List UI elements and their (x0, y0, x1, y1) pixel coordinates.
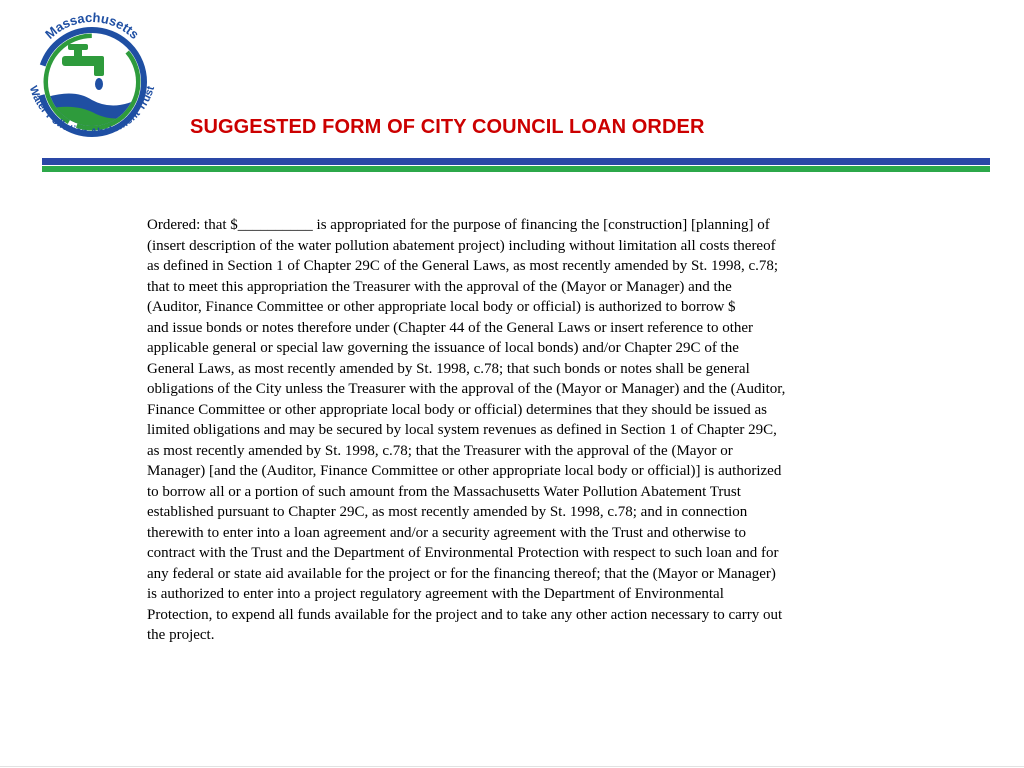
paragraph-line: that to meet this appropriation the Treasurer with the approval of the (Mayor or Manager) and the (147, 278, 732, 295)
paragraph-line: as defined in Section 1 of Chapter 29C of the General Laws, as most recently amended by St. 1998, c.78; (147, 258, 779, 274)
paragraph-line: as most recently amended by St. 1998, c.78; that the Treasurer with the approval of the (Mayor or (147, 442, 733, 459)
paragraph-line: Finance Committee or other appropriate local body or official) determines that they should be issued as (147, 401, 767, 418)
paragraph-line: limited obligations and may be secured by local system revenues as defined in Section 1 of Chapter 29C, (147, 422, 777, 438)
loan-order-paragraph (147, 215, 877, 646)
paragraph-line: General Laws, as most recently amended by St. 1998, c.78; that such bonds or notes shall be general (147, 360, 750, 377)
svg-text:Massachusetts (42, 10, 142, 42)
paragraph-line: established pursuant to Chapter 29C, as most recently amended by St. 1998, c.78; and in connection (147, 504, 748, 520)
paragraph-line: and issue bonds or notes therefore under (Chapter 44 of the General Laws or insert reference to other (147, 319, 754, 336)
logo-top-text: Massachusetts (42, 9, 143, 42)
paragraph-line: obligations of the City unless the Treasurer with the approval of the (Mayor or Manager) and the (Auditor, (147, 381, 786, 397)
paragraph-line: therewith to enter into a loan agreement and/or a security agreement with the Trust and otherwise to (147, 524, 746, 541)
paragraph-line: applicable general or special law governing the issuance of local bonds) and/or Chapter 29C of the (147, 340, 739, 356)
divider-blue (42, 158, 990, 165)
paragraph-line: any federal or state aid available for the project or for the financing thereof; that the (Mayor or Manager) (147, 565, 776, 582)
trust-logo (14, 2, 170, 158)
paragraph-line: Manager) [and the (Auditor, Finance Committee or other appropriate local body or official)] is authorized (147, 463, 782, 479)
paragraph-line: Ordered: that $__________ is appropriated for the purpose of financing the [construction] [planning] of (147, 217, 770, 233)
page-title: SUGGESTED FORM OF CITY COUNCIL LOAN ORDER (190, 116, 705, 138)
divider-green (42, 166, 990, 172)
paragraph-line: Protection, to expend all funds available for the project and to take any other action necessary to carry out (147, 606, 783, 623)
paragraph-line: to borrow all or a portion of such amount from the Massachusetts Water Pollution Abatement Trust (147, 483, 741, 500)
paragraph-line: (insert description of the water pollution abatement project) including without limitation all costs thereof (147, 237, 776, 254)
paragraph-line: (Auditor, Finance Committee or other appropriate local body or official) is authorized to borrow $ (147, 299, 736, 315)
paragraph-line: contract with the Trust and the Department of Environmental Protection with respect to such loan and for (147, 545, 779, 561)
paragraph-line: the project. (147, 627, 215, 643)
logo-bottom-text: Water Pollution Abatement Trust (26, 84, 158, 140)
paragraph-line: is authorized to enter into a project regulatory agreement with the Department of Environmental (147, 586, 724, 602)
footer-divider (0, 766, 1024, 767)
